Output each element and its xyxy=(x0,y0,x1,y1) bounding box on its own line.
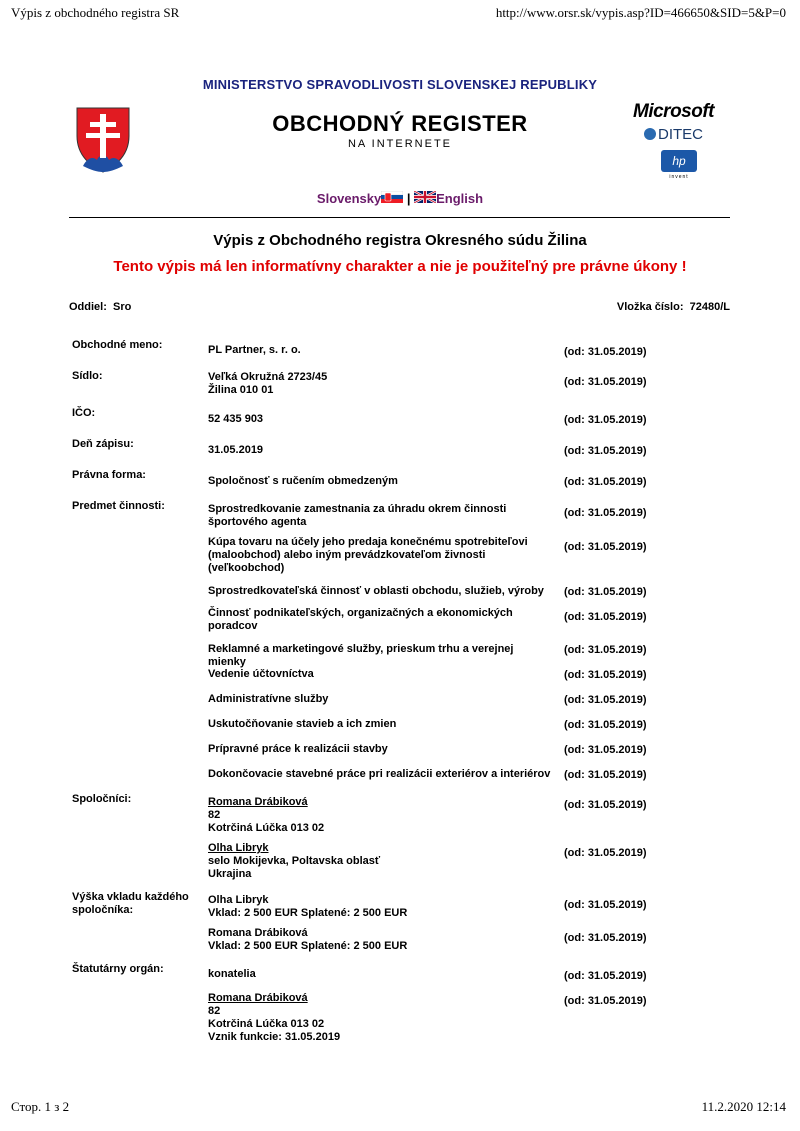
deposit-entry xyxy=(208,927,553,953)
deposit-entry xyxy=(208,894,553,920)
partner-date: (od: 31.05.2019) xyxy=(564,847,647,859)
activity-item: Dokončovacie stavebné práce pri realizácii exteriérov a interiérov xyxy=(208,768,551,780)
value-registered: 31.05.2019 xyxy=(208,444,264,456)
activity-line: (maloobchod) alebo iným prevádzkovateľom živnosti xyxy=(208,549,486,561)
activity-item xyxy=(208,607,553,633)
label-statutory: Štatutárny orgán: xyxy=(72,963,164,975)
value-ico: 52 435 903 xyxy=(208,413,264,425)
informative-warning: Tento výpis má len informatívny charakter a nie je použiteľný pre právne úkony ! xyxy=(113,258,687,275)
partner-entry xyxy=(208,796,553,835)
activity-line: športového agenta xyxy=(208,516,307,528)
hp-invent-text: invent xyxy=(669,174,689,180)
section-label: Oddiel: xyxy=(69,301,107,313)
language-english-link[interactable] xyxy=(414,191,483,206)
partner-address-line: Ukrajina xyxy=(208,868,252,880)
activity-line: Činnosť podnikateľských, organizačných a ekonomických xyxy=(208,607,513,619)
activity-item: Prípravné práce k realizácii stavby xyxy=(208,743,388,755)
print-header-url: http://www.orsr.sk/vypis.asp?ID=466650&SID=5&P=0 xyxy=(495,5,786,20)
microsoft-logo: Microsoft xyxy=(633,101,714,122)
partner-name-link[interactable]: Olha Libryk xyxy=(208,842,269,854)
ditec-globe-icon xyxy=(644,128,656,140)
activity-date: (od: 31.05.2019) xyxy=(564,644,647,656)
activity-item: Uskutočňovanie stavieb a ich zmien xyxy=(208,718,397,730)
register-subtitle: NA INTERNETE xyxy=(347,138,453,150)
label-registered: Deň zápisu: xyxy=(72,438,134,450)
insert-info xyxy=(617,301,730,313)
deposit-date: (od: 31.05.2019) xyxy=(564,932,647,944)
partner-date: (od: 31.05.2019) xyxy=(564,799,647,811)
deposit-amount: Vklad: 2 500 EUR Splatené: 2 500 EUR xyxy=(208,907,408,919)
insert-label: Vložka číslo: xyxy=(616,301,684,313)
activity-line: Sprostredkovanie zamestnania za úhradu okrem činnosti xyxy=(208,503,507,515)
statutory-address-line: 82 xyxy=(208,1005,221,1017)
activity-line: poradcov xyxy=(208,620,258,632)
label-ico: IČO: xyxy=(72,407,96,419)
statutory-date: (od: 31.05.2019) xyxy=(564,995,647,1007)
statutory-address-line: Kotrčiná Lúčka 013 02 xyxy=(208,1018,325,1030)
activity-date: (od: 31.05.2019) xyxy=(564,744,647,756)
value-business-name: PL Partner, s. r. o. xyxy=(208,344,301,356)
activity-item: Reklamné a marketingové služby, prieskum trhu a verejnej mienky xyxy=(208,643,514,668)
slovak-flag-icon xyxy=(381,191,403,203)
date-seat: (od: 31.05.2019) xyxy=(564,376,647,388)
activity-line: (veľkoobchod) xyxy=(208,562,285,574)
activity-date: (od: 31.05.2019) xyxy=(564,694,647,706)
date-business-name: (od: 31.05.2019) xyxy=(564,346,647,358)
date-legal-form: (od: 31.05.2019) xyxy=(564,476,647,488)
uk-flag-icon xyxy=(414,191,436,203)
value-seat-street: Veľká Okružná 2723/45 xyxy=(208,371,328,383)
print-footer-timestamp: 11.2.2020 12:14 xyxy=(701,1099,786,1114)
deposit-amount: Vklad: 2 500 EUR Splatené: 2 500 EUR xyxy=(208,940,408,952)
label-deposit xyxy=(72,891,189,917)
register-title: OBCHODNÝ REGISTER xyxy=(272,111,528,136)
label-activities: Predmet činnosti: xyxy=(72,500,165,512)
deposit-date: (od: 31.05.2019) xyxy=(564,899,647,911)
activity-item: Vedenie účtovníctva xyxy=(208,668,314,680)
print-footer-page: Стор. 1 з 2 xyxy=(11,1099,70,1114)
partner-entry xyxy=(208,842,553,881)
activity-date: (od: 31.05.2019) xyxy=(564,719,647,731)
print-header-title: Výpis z obchodného registra SR xyxy=(11,5,180,20)
language-slovak-link[interactable] xyxy=(317,191,403,206)
section-value: Sro xyxy=(113,301,132,313)
ministry-name: MINISTERSTVO SPRAVODLIVOSTI SLOVENSKEJ REPUBLIKY xyxy=(202,77,598,92)
statutory-function-start: Vznik funkcie: 31.05.2019 xyxy=(208,1031,341,1043)
deposit-owner: Romana Drábiková xyxy=(208,927,308,939)
label-legal-form: Právna forma: xyxy=(72,469,146,481)
date-registered: (od: 31.05.2019) xyxy=(564,445,647,457)
partner-address-line: 82 xyxy=(208,809,221,821)
statutory-date: (od: 31.05.2019) xyxy=(564,970,647,982)
statutory-entry xyxy=(208,992,553,1044)
activity-date: (od: 31.05.2019) xyxy=(564,507,647,519)
value-seat-city: Žilina 010 01 xyxy=(208,384,274,396)
partner-name-link[interactable]: Romana Drábiková xyxy=(208,796,308,808)
value-legal-form: Spoločnosť s ručením obmedzeným xyxy=(208,475,398,487)
label-deposit-line: Výška vkladu každého xyxy=(72,891,189,903)
language-english-label: English xyxy=(436,191,484,206)
activity-line: Kúpa tovaru na účely jeho predaja konečnému spotrebiteľovi xyxy=(208,536,528,548)
partner-address-line: selo Mokijevka, Poltavska oblasť xyxy=(208,855,381,867)
section-info xyxy=(69,301,131,313)
language-slovak-label: Slovensky xyxy=(316,191,382,206)
activity-date: (od: 31.05.2019) xyxy=(564,541,647,553)
activity-item xyxy=(208,503,553,529)
activity-date: (od: 31.05.2019) xyxy=(564,586,647,598)
activity-date: (od: 31.05.2019) xyxy=(564,611,647,623)
label-partners: Spoločníci: xyxy=(72,793,132,805)
language-separator: | xyxy=(406,191,411,206)
activity-item: Sprostredkovateľská činnosť v oblasti obchodu, služieb, výroby xyxy=(208,585,544,597)
statutory-type: konatelia xyxy=(208,968,256,980)
insert-value: 72480/L xyxy=(689,301,730,313)
ditec-logo-text: DITEC xyxy=(658,126,703,143)
value-seat xyxy=(208,371,553,397)
activity-date: (od: 31.05.2019) xyxy=(564,669,647,681)
extract-heading: Výpis z Obchodného registra Okresného súdu Žilina xyxy=(213,232,587,249)
header-divider xyxy=(69,217,730,218)
activity-item xyxy=(208,536,553,575)
activity-date: (od: 31.05.2019) xyxy=(564,769,647,781)
deposit-owner: Olha Libryk xyxy=(208,894,269,906)
statutory-name-link[interactable]: Romana Drábiková xyxy=(208,992,308,1004)
activity-item: Administratívne služby xyxy=(208,693,329,705)
ditec-logo xyxy=(644,126,703,143)
label-deposit-line: spoločníka: xyxy=(72,904,134,916)
label-seat: Sídlo: xyxy=(72,370,103,382)
date-ico: (od: 31.05.2019) xyxy=(564,414,647,426)
language-switcher xyxy=(0,191,800,206)
partner-address-line: Kotrčiná Lúčka 013 02 xyxy=(208,822,325,834)
hp-logo: hp xyxy=(661,150,697,172)
label-business-name: Obchodné meno: xyxy=(72,339,163,351)
